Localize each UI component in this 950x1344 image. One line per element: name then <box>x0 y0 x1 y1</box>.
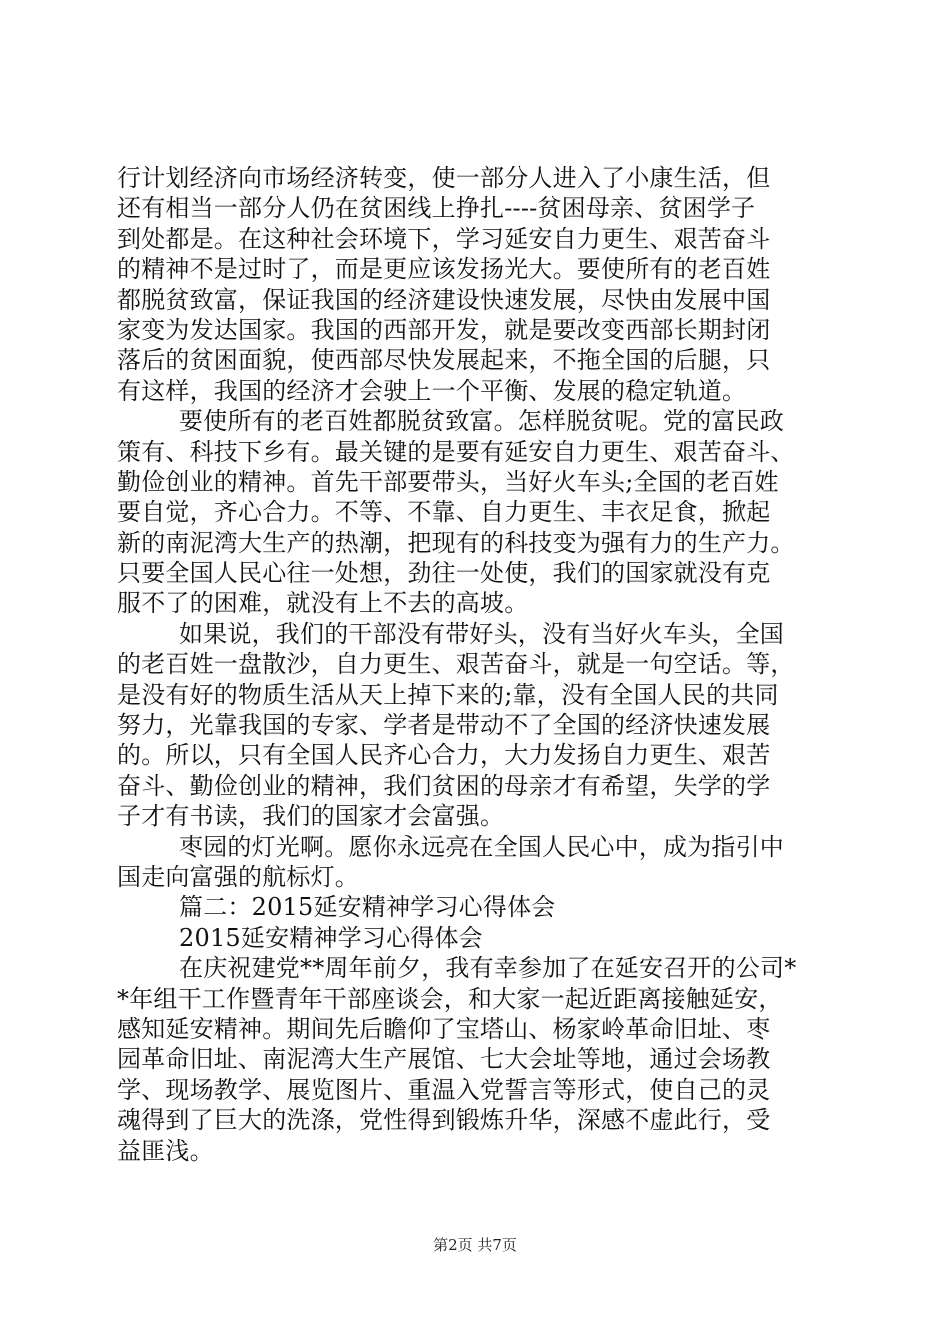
text-line: 家变为发达国家。我国的西部开发，就是要改变西部长期封闭 <box>117 315 771 344</box>
text-line: 到处都是。在这种社会环境下，学习延安自力更生、艰苦奋斗 <box>117 224 771 253</box>
text-line: 要使所有的老百姓都脱贫致富。怎样脱贫呢。党的富民政 <box>179 407 784 436</box>
text-line: 魂得到了巨大的洗涤，党性得到锻炼升华，深感不虚此行，受 <box>117 1106 771 1135</box>
text-line: 的老百姓一盘散沙，自力更生、艰苦奋斗，就是一句空话。等， <box>117 650 795 679</box>
text-line: 感知延安精神。期间先后瞻仰了宝塔山、杨家岭革命旧址、枣 <box>117 1014 771 1043</box>
text-line: 的精神不是过时了，而是更应该发扬光大。要使所有的老百姓 <box>117 255 771 284</box>
text-line: 篇二：2015延安精神学习心得体会 <box>179 893 556 922</box>
text-line: 新的南泥湾大生产的热潮，把现有的科技变为强有力的生产力。 <box>117 528 795 557</box>
text-line: 都脱贫致富，保证我国的经济建设快速发展，尽快由发展中国 <box>117 285 771 314</box>
text-line: 勤俭创业的精神。首先干部要带头，当好火车头;全国的老百姓 <box>117 467 779 496</box>
text-line: 策有、科技下乡有。最关键的是要有延安自力更生、艰苦奋斗、 <box>117 437 795 466</box>
text-line: 子才有书读，我们的国家才会富强。 <box>117 802 505 831</box>
text-line: 服不了的困难，就没有上不去的高坡。 <box>117 589 529 618</box>
text-line: 奋斗、勤俭创业的精神，我们贫困的母亲才有希望，失学的学 <box>117 771 771 800</box>
text-line: 努力，光靠我国的专家、学者是带动不了全国的经济快速发展 <box>117 711 771 740</box>
text-line: 益匪浅。 <box>117 1136 214 1165</box>
text-line: 的。所以，只有全国人民齐心合力，大力发扬自力更生、艰苦 <box>117 741 771 770</box>
text-line: 枣园的灯光啊。愿你永远亮在全国人民心中，成为指引中 <box>179 832 784 861</box>
text-line: 国走向富强的航标灯。 <box>117 862 359 891</box>
text-line: 2015延安精神学习心得体会 <box>179 923 483 952</box>
text-line: 还有相当一部分人仍在贫困线上挣扎----贫困母亲、贫困学子 <box>117 194 756 223</box>
text-line: 在庆祝建党**周年前夕，我有幸参加了在延安召开的公司* <box>179 954 797 983</box>
text-line: 落后的贫困面貌，使西部尽快发展起来，不拖全国的后腿，只 <box>117 346 771 375</box>
page-footer: 第2页 共7页 <box>433 1236 517 1254</box>
document-body <box>117 163 837 1166</box>
text-line: 园革命旧址、南泥湾大生产展馆、七大会址等地，通过会场教 <box>117 1045 771 1074</box>
text-line: 有这样，我国的经济才会驶上一个平衡、发展的稳定轨道。 <box>117 376 747 405</box>
text-line: *年组干工作暨青年干部座谈会，和大家一起近距离接触延安， <box>117 984 783 1013</box>
text-line: 只要全国人民心往一处想，劲往一处使，我们的国家就没有克 <box>117 559 771 588</box>
text-line: 是没有好的物质生活从天上掉下来的;靠，没有全国人民的共同 <box>117 680 779 709</box>
text-line: 要自觉，齐心合力。不等、不靠、自力更生、丰衣足食，掀起 <box>117 498 771 527</box>
text-line: 如果说，我们的干部没有带好头，没有当好火车头，全国 <box>179 619 784 648</box>
text-line: 学、现场教学、展览图片、重温入党誓言等形式，使自己的灵 <box>117 1075 771 1104</box>
text-line: 行计划经济向市场经济转变，使一部分人进入了小康生活，但 <box>117 164 771 192</box>
